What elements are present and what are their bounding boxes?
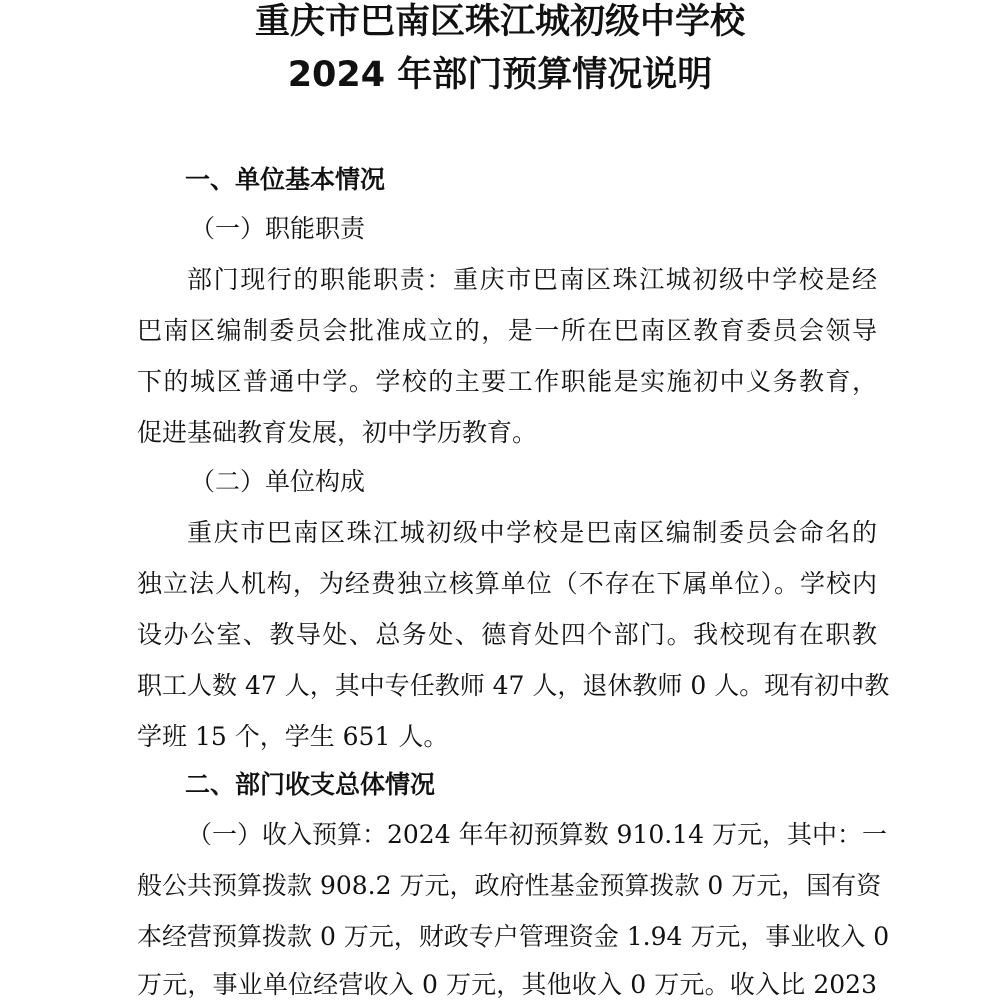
subsection-1-1-heading: （一）职能职责: [190, 214, 366, 243]
paragraph-line: 万元，事业单位经营收入 0 万元，其他收入 0 万元。收入比 2023: [137, 970, 877, 999]
paragraph-line: 般公共预算拨款 908.2 万元，政府性基金预算拨款 0 万元，国有资: [137, 871, 882, 900]
paragraph-line: 学班 15 个，学生 651 人。: [137, 722, 449, 751]
paragraph-line: 下的城区普通中学。学校的主要工作职能是实施初中义务教育，: [137, 367, 877, 396]
section-1-heading: 一、单位基本情况: [185, 165, 386, 194]
paragraph-line: 本经营预算拨款 0 万元，财政专户管理资金 1.94 万元，事业收入 0: [137, 922, 890, 951]
paragraph-line: （一）收入预算：2024 年年初预算数 910.14 万元，其中：一: [187, 820, 887, 849]
paragraph-line: 设办公室、教导处、总务处、德育处四个部门。我校现有在职教: [137, 620, 877, 649]
document-title-line-1: 重庆市巴南区珠江城初级中学校: [254, 2, 745, 42]
section-2-heading: 二、部门收支总体情况: [185, 770, 436, 799]
document-title-line-2: 2024 年部门预算情况说明: [287, 55, 713, 95]
paragraph-line: 职工人数 47 人，其中专任教师 47 人，退休教师 0 人。现有初中教: [137, 671, 890, 700]
paragraph-line: 重庆市巴南区珠江城初级中学校是巴南区编制委员会命名的: [187, 518, 877, 547]
paragraph-line: 巴南区编制委员会批准成立的，是一所在巴南区教育委员会领导: [137, 316, 877, 345]
paragraph-line: 部门现行的职能职责：重庆市巴南区珠江城初级中学校是经: [187, 265, 877, 294]
subsection-1-2-heading: （二）单位构成: [190, 467, 366, 496]
paragraph-line: 独立法人机构，为经费独立核算单位（不存在下属单位）。学校内: [137, 569, 877, 598]
paragraph-line: 促进基础教育发展，初中学历教育。: [137, 418, 538, 447]
